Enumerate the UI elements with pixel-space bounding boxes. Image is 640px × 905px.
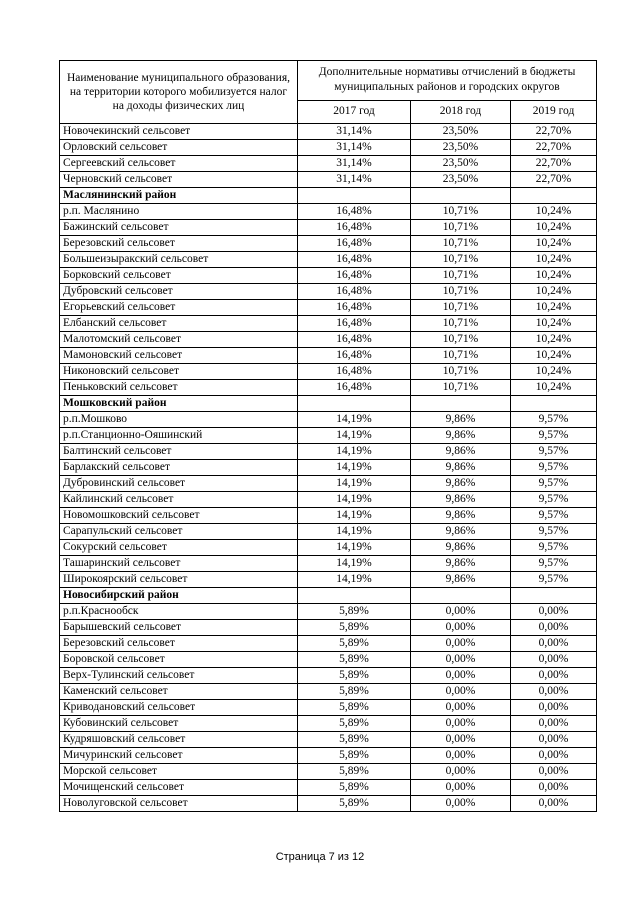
norm-2019: 10,24% [511, 220, 597, 236]
table-row [60, 540, 597, 556]
norm-2019: 0,00% [511, 732, 597, 748]
norm-2017: 5,89% [298, 780, 411, 796]
municipality-name: Бажинский сельсовет [60, 220, 298, 236]
municipality-name: р.п. Маслянино [60, 204, 298, 220]
norm-2018: 23,50% [411, 140, 511, 156]
municipality-name: Широкоярский сельсовет [60, 572, 298, 588]
norm-2019: 9,57% [511, 476, 597, 492]
norm-2017: 31,14% [298, 140, 411, 156]
norm-2019: 10,24% [511, 300, 597, 316]
norm-2019: 0,00% [511, 716, 597, 732]
norm-2017: 14,19% [298, 556, 411, 572]
municipality-name: Дубровинский сельсовет [60, 476, 298, 492]
norm-2017: 5,89% [298, 796, 411, 812]
norm-2018: 0,00% [411, 700, 511, 716]
norm-2019: 10,24% [511, 284, 597, 300]
norm-2018: 0,00% [411, 764, 511, 780]
norm-2019: 0,00% [511, 764, 597, 780]
norm-2018: 0,00% [411, 748, 511, 764]
table-row [60, 172, 597, 188]
norm-2018: 0,00% [411, 636, 511, 652]
norm-2017: 5,89% [298, 604, 411, 620]
norm-2017: 16,48% [298, 332, 411, 348]
norm-2017: 16,48% [298, 380, 411, 396]
municipality-name: Борковский сельсовет [60, 268, 298, 284]
municipality-name: Боровской сельсовет [60, 652, 298, 668]
empty-cell [411, 588, 511, 604]
norm-2018: 10,71% [411, 204, 511, 220]
municipality-name: Мамоновский сельсовет [60, 348, 298, 364]
norm-2018: 9,86% [411, 412, 511, 428]
norm-2018: 9,86% [411, 428, 511, 444]
table-row [60, 620, 597, 636]
table-row [60, 204, 597, 220]
norm-2017: 14,19% [298, 524, 411, 540]
norm-2018: 0,00% [411, 732, 511, 748]
norm-2019: 9,57% [511, 556, 597, 572]
municipality-name: Мичуринский сельсовет [60, 748, 298, 764]
municipality-name: Березовский сельсовет [60, 636, 298, 652]
norm-2017: 16,48% [298, 252, 411, 268]
norm-2017: 16,48% [298, 364, 411, 380]
municipality-name: Сарапульский сельсовет [60, 524, 298, 540]
norm-2017: 5,89% [298, 764, 411, 780]
norm-2019: 0,00% [511, 700, 597, 716]
table-row [60, 732, 597, 748]
norm-2019: 9,57% [511, 572, 597, 588]
table-row [60, 716, 597, 732]
municipality-name: Кайлинский сельсовет [60, 492, 298, 508]
table-row [60, 300, 597, 316]
norm-2019: 22,70% [511, 140, 597, 156]
norm-2018: 0,00% [411, 668, 511, 684]
district-header-row [60, 396, 597, 412]
municipality-name: Новолуговской сельсовет [60, 796, 298, 812]
table-row [60, 652, 597, 668]
header-row [60, 61, 597, 101]
norm-2019: 22,70% [511, 124, 597, 140]
table-row [60, 604, 597, 620]
table-row [60, 348, 597, 364]
municipality-name: Мочищенский сельсовет [60, 780, 298, 796]
norm-2019: 10,24% [511, 252, 597, 268]
municipality-name: р.п.Станционно-Ояшинский [60, 428, 298, 444]
norm-2018: 10,71% [411, 284, 511, 300]
norm-2019: 0,00% [511, 652, 597, 668]
norm-2018: 10,71% [411, 316, 511, 332]
norm-2018: 9,86% [411, 540, 511, 556]
municipality-name: Кубовинский сельсовет [60, 716, 298, 732]
district-name: Мошковский район [60, 396, 298, 412]
table-row [60, 780, 597, 796]
table-row [60, 268, 597, 284]
table-row [60, 284, 597, 300]
municipality-name: Барышевский сельсовет [60, 620, 298, 636]
table-row [60, 332, 597, 348]
norm-2018: 0,00% [411, 684, 511, 700]
norm-2018: 10,71% [411, 300, 511, 316]
table-row [60, 364, 597, 380]
table-row [60, 764, 597, 780]
table-row [60, 380, 597, 396]
norm-2017: 14,19% [298, 428, 411, 444]
table-row [60, 476, 597, 492]
norm-2019: 9,57% [511, 460, 597, 476]
norm-2017: 14,19% [298, 508, 411, 524]
norm-2018: 9,86% [411, 492, 511, 508]
municipality-name: Березовский сельсовет [60, 236, 298, 252]
table-row [60, 156, 597, 172]
table-row [60, 636, 597, 652]
norm-2019: 9,57% [511, 412, 597, 428]
empty-cell [511, 188, 597, 204]
norm-2017: 16,48% [298, 284, 411, 300]
norm-2019: 10,24% [511, 236, 597, 252]
norm-2018: 10,71% [411, 220, 511, 236]
norm-2018: 0,00% [411, 604, 511, 620]
table-row [60, 684, 597, 700]
municipality-name: р.п.Краснообск [60, 604, 298, 620]
norm-2018: 0,00% [411, 796, 511, 812]
table-row [60, 572, 597, 588]
norm-2017: 5,89% [298, 748, 411, 764]
table-row [60, 316, 597, 332]
norm-2019: 0,00% [511, 620, 597, 636]
table-row [60, 252, 597, 268]
norm-2017: 5,89% [298, 700, 411, 716]
norm-2017: 16,48% [298, 300, 411, 316]
norm-2017: 14,19% [298, 460, 411, 476]
municipality-name: Сергеевский сельсовет [60, 156, 298, 172]
norm-2018: 0,00% [411, 620, 511, 636]
district-name: Новосибирский район [60, 588, 298, 604]
norm-2019: 0,00% [511, 684, 597, 700]
norm-2017: 14,19% [298, 444, 411, 460]
norm-2018: 0,00% [411, 780, 511, 796]
norm-2019: 22,70% [511, 172, 597, 188]
district-name: Маслянинский район [60, 188, 298, 204]
norm-2018: 10,71% [411, 268, 511, 284]
norm-2017: 16,48% [298, 204, 411, 220]
norm-2018: 9,86% [411, 460, 511, 476]
norm-2017: 5,89% [298, 636, 411, 652]
table-row [60, 460, 597, 476]
municipality-name: Новочекинский сельсовет [60, 124, 298, 140]
norm-2019: 10,24% [511, 364, 597, 380]
norm-2018: 9,86% [411, 572, 511, 588]
norm-2019: 0,00% [511, 748, 597, 764]
table-row [60, 748, 597, 764]
municipality-name: Балтинский сельсовет [60, 444, 298, 460]
norm-2017: 16,48% [298, 348, 411, 364]
norm-2017: 16,48% [298, 220, 411, 236]
page-number: Страница 7 из 12 [275, 851, 365, 863]
municipality-name: Морской сельсовет [60, 764, 298, 780]
empty-cell [298, 588, 411, 604]
norm-2018: 23,50% [411, 156, 511, 172]
norm-2017: 31,14% [298, 124, 411, 140]
municipality-name: Дубровский сельсовет [60, 284, 298, 300]
municipality-name: Каменский сельсовет [60, 684, 298, 700]
norm-2019: 10,24% [511, 332, 597, 348]
norm-2019: 9,57% [511, 428, 597, 444]
norm-2018: 9,86% [411, 476, 511, 492]
table-row [60, 428, 597, 444]
empty-cell [511, 588, 597, 604]
year-2019-header: 2019 год [511, 100, 597, 123]
norm-2018: 10,71% [411, 348, 511, 364]
norm-2017: 16,48% [298, 316, 411, 332]
empty-cell [298, 188, 411, 204]
municipality-name: Барлакский сельсовет [60, 460, 298, 476]
municipality-name: Никоновский сельсовет [60, 364, 298, 380]
municipality-name: Сокурский сельсовет [60, 540, 298, 556]
municipality-name: Верх-Тулинский сельсовет [60, 668, 298, 684]
norm-2019: 9,57% [511, 492, 597, 508]
empty-cell [411, 396, 511, 412]
municipality-name: Большеизыракский сельсовет [60, 252, 298, 268]
norm-2017: 5,89% [298, 716, 411, 732]
norm-2017: 31,14% [298, 172, 411, 188]
norm-2018: 9,86% [411, 556, 511, 572]
norm-2019: 0,00% [511, 668, 597, 684]
table-row [60, 220, 597, 236]
table-row [60, 124, 597, 140]
year-2017-header: 2017 год [298, 100, 411, 123]
municipality-name: Елбанский сельсовет [60, 316, 298, 332]
norm-2019: 0,00% [511, 636, 597, 652]
municipality-name: Кудряшовский сельсовет [60, 732, 298, 748]
table-row [60, 700, 597, 716]
norm-2018: 10,71% [411, 252, 511, 268]
norm-2019: 10,24% [511, 268, 597, 284]
norm-2017: 14,19% [298, 540, 411, 556]
municipality-name-header: Наименование муниципального образования, на территории которого мобилизуется налог на доходы физических лиц [60, 61, 298, 124]
norm-2018: 9,86% [411, 508, 511, 524]
district-header-row [60, 588, 597, 604]
norm-2019: 22,70% [511, 156, 597, 172]
municipality-name: Малотомский сельсовет [60, 332, 298, 348]
norm-2019: 9,57% [511, 508, 597, 524]
municipality-name: Егорьевский сельсовет [60, 300, 298, 316]
municipality-name: Ташаринский сельсовет [60, 556, 298, 572]
norm-2018: 10,71% [411, 364, 511, 380]
municipality-name: Пеньковский сельсовет [60, 380, 298, 396]
norm-2018: 0,00% [411, 652, 511, 668]
norm-2017: 5,89% [298, 668, 411, 684]
norm-2019: 10,24% [511, 380, 597, 396]
table-row [60, 412, 597, 428]
norm-2017: 14,19% [298, 476, 411, 492]
table-row [60, 492, 597, 508]
norm-2017: 16,48% [298, 268, 411, 284]
table-row [60, 668, 597, 684]
norm-2019: 9,57% [511, 444, 597, 460]
norm-2018: 10,71% [411, 380, 511, 396]
norm-2019: 10,24% [511, 204, 597, 220]
norm-2018: 10,71% [411, 332, 511, 348]
norm-2019: 0,00% [511, 604, 597, 620]
empty-cell [411, 188, 511, 204]
municipality-name: Черновский сельсовет [60, 172, 298, 188]
table-row [60, 796, 597, 812]
norm-2018: 23,50% [411, 172, 511, 188]
municipality-name: р.п.Мошково [60, 412, 298, 428]
municipality-name: Орловский сельсовет [60, 140, 298, 156]
empty-cell [298, 396, 411, 412]
table-row [60, 556, 597, 572]
table-body [60, 124, 597, 812]
table-row [60, 236, 597, 252]
year-2018-header: 2018 год [411, 100, 511, 123]
norm-2017: 5,89% [298, 652, 411, 668]
table-row [60, 140, 597, 156]
norm-2019: 9,57% [511, 524, 597, 540]
norm-2019: 0,00% [511, 796, 597, 812]
norm-2018: 10,71% [411, 236, 511, 252]
table-row [60, 508, 597, 524]
norm-2017: 14,19% [298, 492, 411, 508]
norm-2017: 16,48% [298, 236, 411, 252]
norm-2019: 10,24% [511, 348, 597, 364]
norm-2019: 0,00% [511, 780, 597, 796]
norm-2019: 10,24% [511, 316, 597, 332]
norm-2017: 14,19% [298, 412, 411, 428]
norm-2018: 23,50% [411, 124, 511, 140]
norm-2018: 9,86% [411, 524, 511, 540]
norm-2017: 5,89% [298, 684, 411, 700]
tax-norms-table [59, 60, 597, 812]
norm-2017: 14,19% [298, 572, 411, 588]
table-row [60, 524, 597, 540]
empty-cell [511, 396, 597, 412]
norm-2018: 0,00% [411, 716, 511, 732]
norm-2018: 9,86% [411, 444, 511, 460]
district-header-row [60, 188, 597, 204]
additional-norms-header: Дополнительные нормативы отчислений в бюджеты муниципальных районов и городских округов [298, 61, 597, 101]
municipality-name: Криводановский сельсовет [60, 700, 298, 716]
norm-2017: 5,89% [298, 732, 411, 748]
municipality-name: Новомошковский сельсовет [60, 508, 298, 524]
norm-2019: 9,57% [511, 540, 597, 556]
norm-2017: 5,89% [298, 620, 411, 636]
norm-2017: 31,14% [298, 156, 411, 172]
table-row [60, 444, 597, 460]
